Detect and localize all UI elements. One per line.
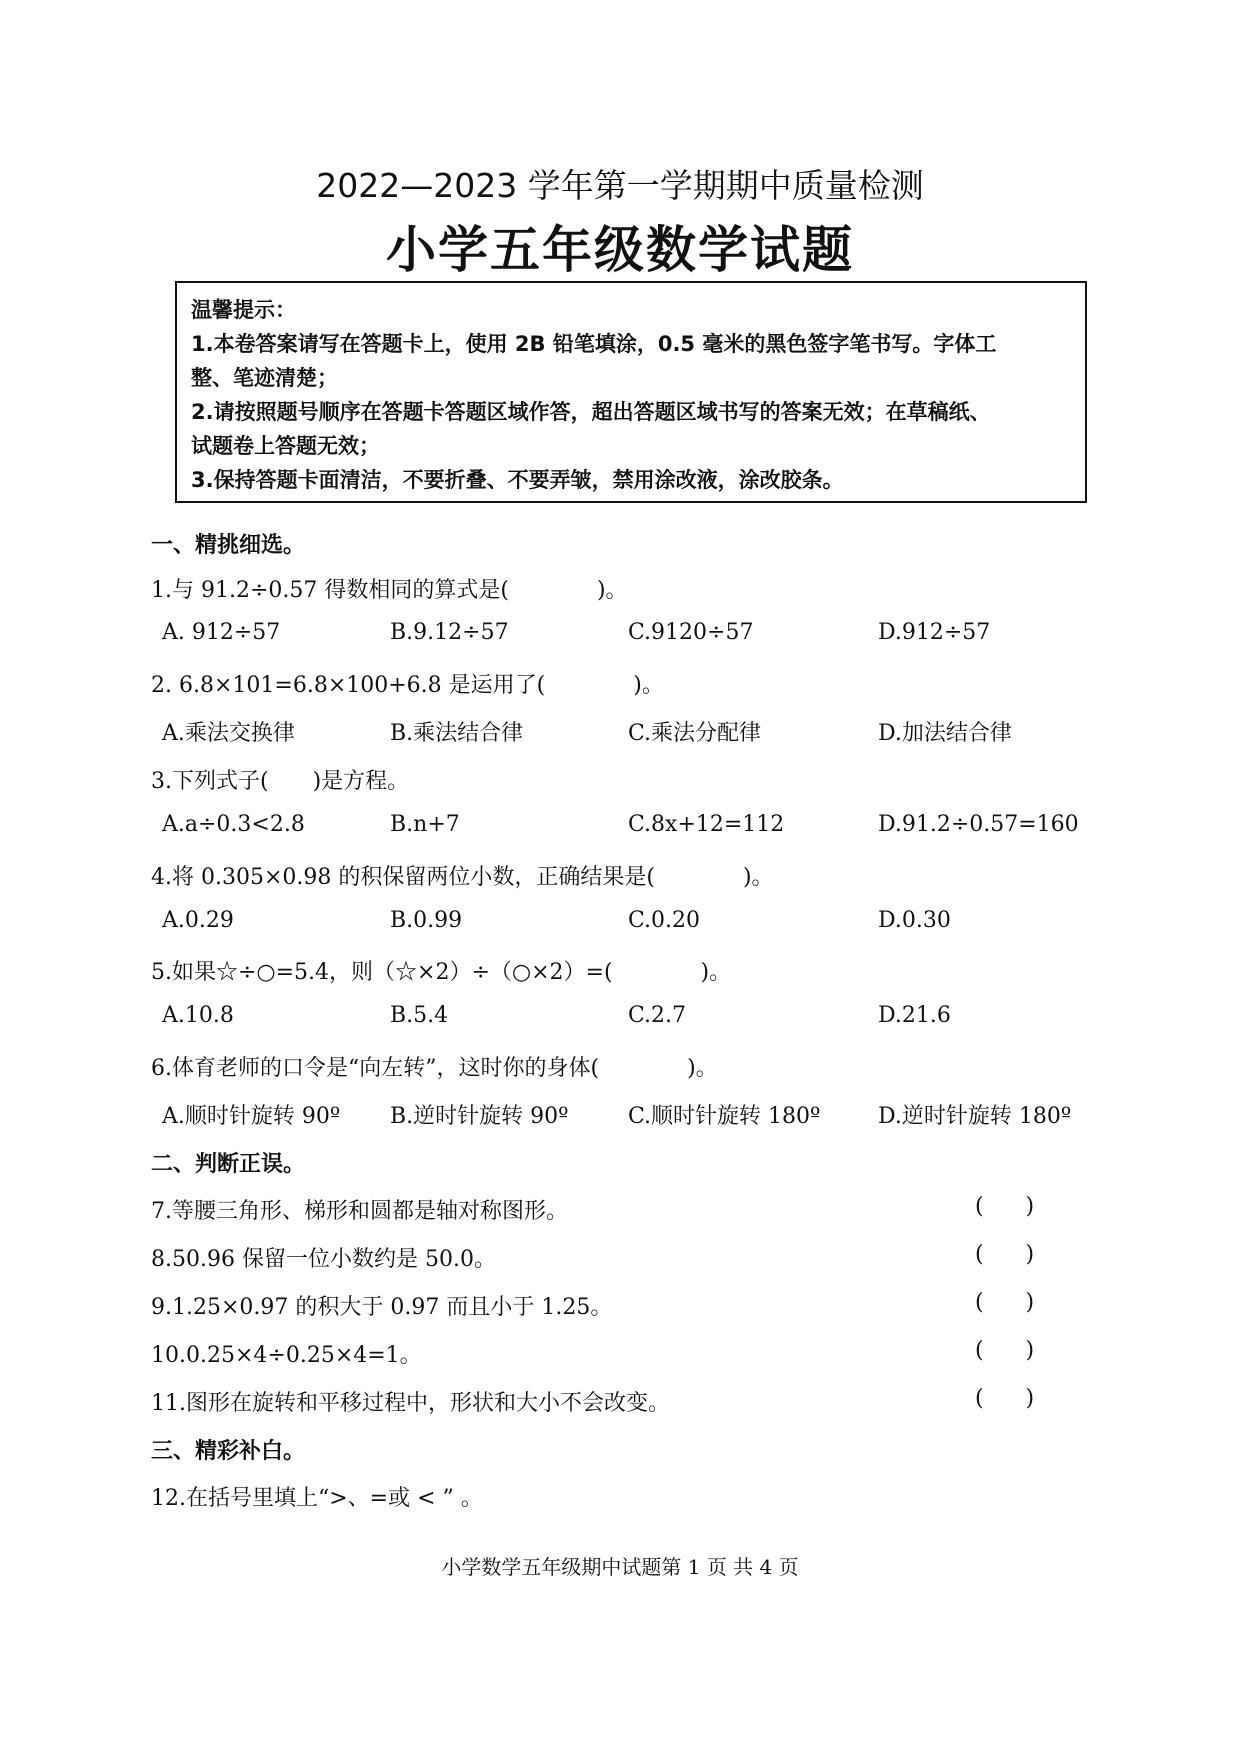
exam-subtitle: 2022—2023 学年第一学期期中质量检测 — [316, 166, 924, 205]
option-b: B.5.4 — [390, 1003, 449, 1028]
question-3: 3.下列式子( )是方程。 — [151, 769, 410, 794]
option-d: D.0.30 — [878, 908, 951, 933]
option-a: A.10.8 — [162, 1003, 234, 1028]
answer-paren: ( ) — [975, 1194, 1035, 1219]
option-a: A.0.29 — [162, 908, 234, 933]
question-6: 6.体育老师的口令是“向左转”，这时你的身体( )。 — [151, 1056, 718, 1081]
tips-line: 2.请按照题号顺序在答题卡答题区域作答，超出答题区域书写的答案无效；在草稿纸、 — [191, 400, 991, 424]
tips-line: 1.本卷答案请写在答题卡上，使用 2B 铅笔填涂，0.5 毫米的黑色签字笔书写。字体工 — [191, 332, 997, 356]
question-8: 8.50.96 保留一位小数约是 50.0。 — [151, 1247, 496, 1272]
answer-paren: ( ) — [975, 1338, 1035, 1363]
option-a: A. 912÷57 — [162, 620, 281, 645]
option-c: C.顺时针旋转 180º — [628, 1104, 821, 1129]
section-heading-fill: 三、精彩补白。 — [151, 1439, 306, 1464]
question-2: 2. 6.8×101=6.8×100+6.8 是运用了( )。 — [151, 673, 664, 698]
option-c: C.9120÷57 — [628, 620, 754, 645]
option-c: C.0.20 — [628, 908, 701, 933]
option-a: A.顺时针旋转 90º — [162, 1104, 341, 1129]
tips-line: 试题卷上答题无效； — [191, 434, 380, 458]
question-4: 4.将 0.305×0.98 的积保留两位小数，正确结果是( )。 — [151, 865, 774, 890]
option-a: A.a÷0.3<2.8 — [162, 812, 305, 837]
tips-line: 整、笔迹清楚； — [191, 366, 338, 390]
option-d: D.912÷57 — [878, 620, 991, 645]
option-d: D.21.6 — [878, 1003, 951, 1028]
question-11: 11.图形在旋转和平移过程中，形状和大小不会改变。 — [151, 1391, 670, 1416]
option-c: C.8x+12=112 — [628, 812, 785, 837]
option-d: D.加法结合律 — [878, 721, 1012, 746]
question-5: 5.如果☆÷○=5.4，则（☆×2）÷（○×2）=( )。 — [151, 960, 732, 985]
option-b: B.逆时针旋转 90º — [390, 1104, 569, 1129]
question-12: 12.在括号里填上“>、=或 < ” 。 — [151, 1486, 483, 1511]
section-heading-judge: 二、判断正误。 — [151, 1152, 306, 1177]
option-b: B.n+7 — [390, 812, 460, 837]
answer-paren: ( ) — [975, 1242, 1035, 1267]
question-10: 10.0.25×4÷0.25×4=1。 — [151, 1343, 422, 1368]
answer-paren: ( ) — [975, 1386, 1035, 1411]
option-a: A.乘法交换律 — [162, 721, 295, 746]
option-b: B.0.99 — [390, 908, 463, 933]
option-b: B.乘法结合律 — [390, 721, 524, 746]
tips-heading: 温馨提示： — [191, 298, 296, 322]
page-footer: 小学数学五年级期中试题第 1 页 共 4 页 — [441, 1555, 799, 1579]
tips-line: 3.保持答题卡面清洁，不要折叠、不要弄皱，禁用涂改液，涂改胶条。 — [191, 468, 844, 492]
tips-box — [175, 281, 1087, 503]
option-d: D.逆时针旋转 180º — [878, 1104, 1072, 1129]
question-9: 9.1.25×0.97 的积大于 0.97 而且小于 1.25。 — [151, 1295, 613, 1320]
option-c: C.乘法分配律 — [628, 721, 762, 746]
option-d: D.91.2÷0.57=160 — [878, 812, 1079, 837]
question-7: 7.等腰三角形、梯形和圆都是轴对称图形。 — [151, 1199, 568, 1224]
question-1: 1.与 91.2÷0.57 得数相同的算式是( )。 — [151, 578, 628, 603]
exam-title: 小学五年级数学试题 — [386, 221, 854, 279]
option-c: C.2.7 — [628, 1003, 687, 1028]
section-heading-choice: 一、精挑细选。 — [151, 533, 306, 558]
answer-paren: ( ) — [975, 1290, 1035, 1315]
option-b: B.9.12÷57 — [390, 620, 509, 645]
